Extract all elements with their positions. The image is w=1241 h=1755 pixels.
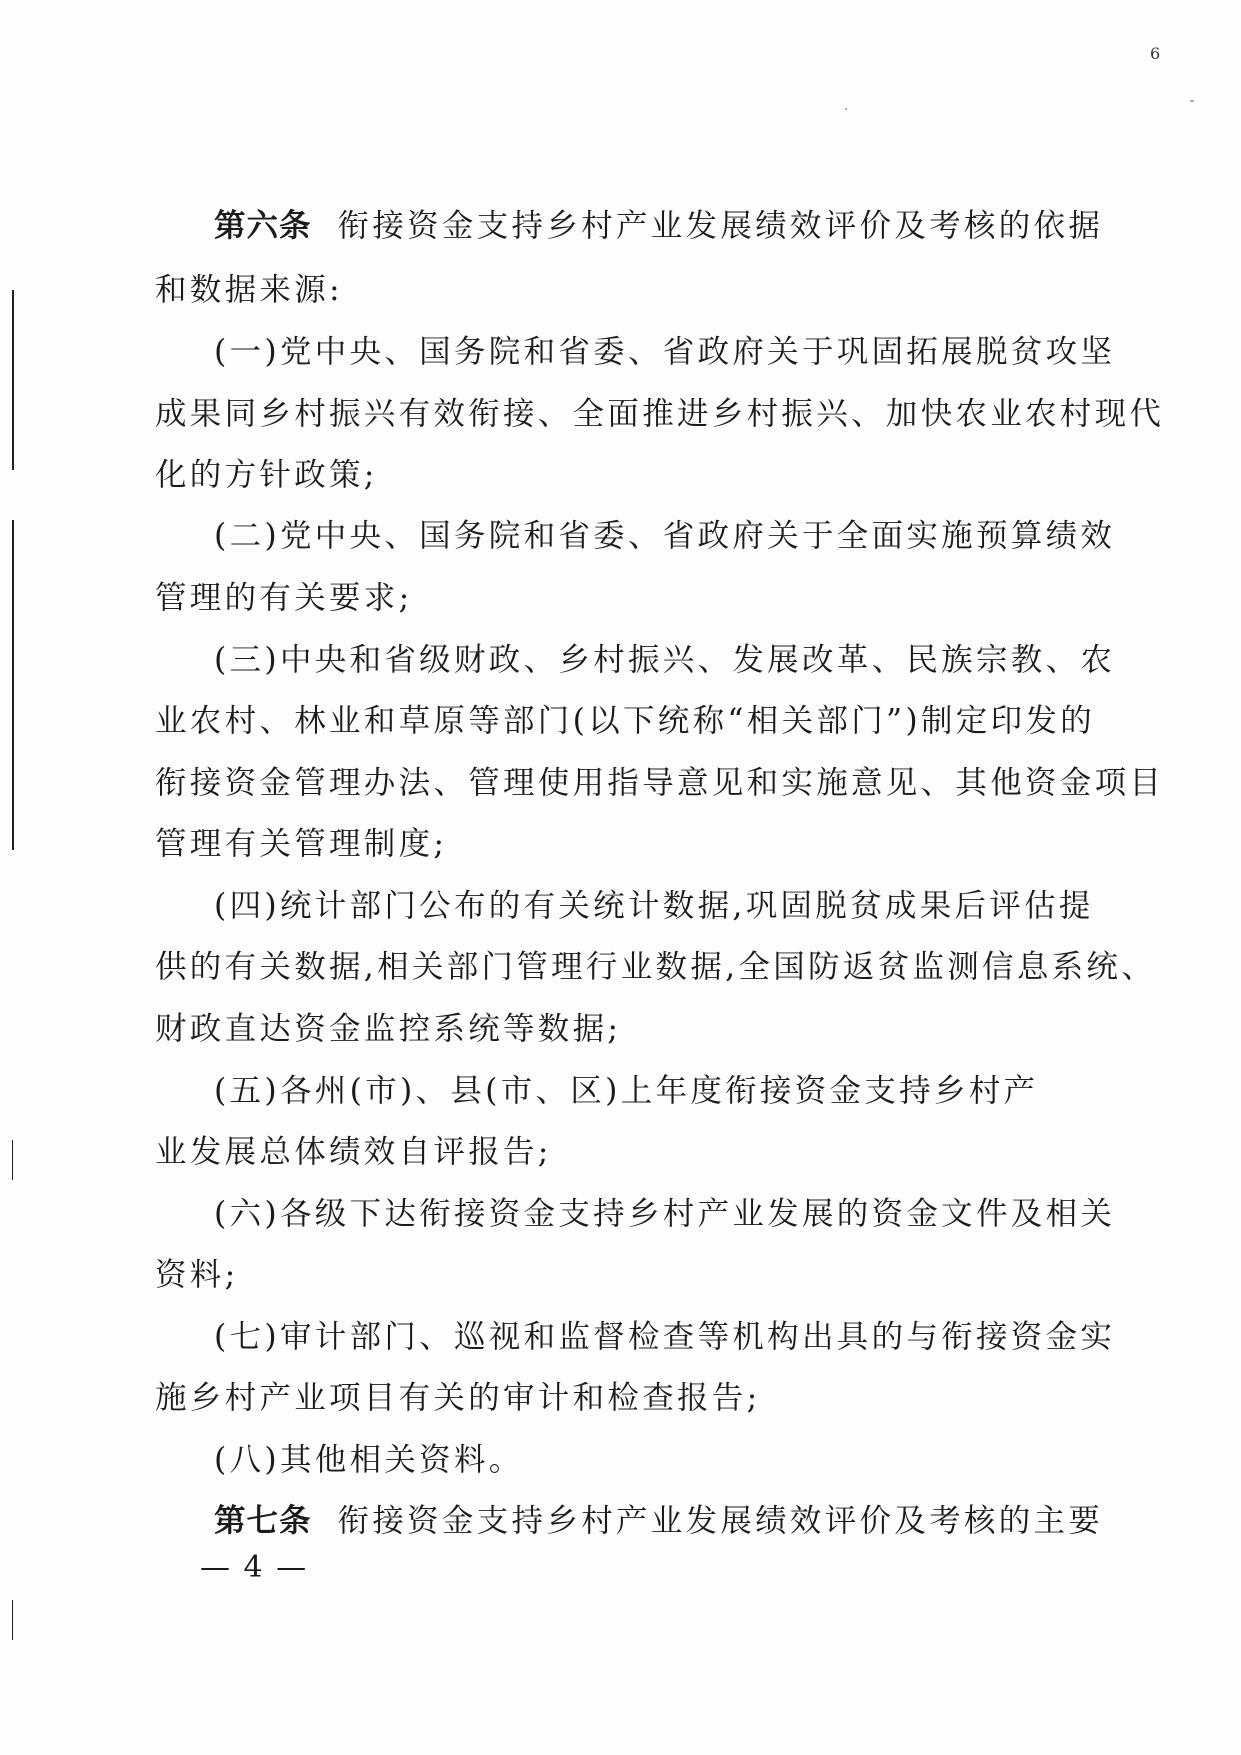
item-7-line-2: 施乡村产业项目有关的审计和检查报告; [155, 1380, 761, 1416]
item-5-line-1: (五)各州(市)、县(市、区)上年度衔接资金支持乡村产 [214, 1073, 1039, 1109]
article-7-heading: 第七条 [214, 1503, 312, 1539]
binding-edge [12, 290, 14, 470]
item-1-line-2: 成果同乡村振兴有效衔接、全面推进乡村振兴、加快农业农村现代 [155, 396, 1165, 432]
item-6-line-1: (六)各级下达衔接资金支持乡村产业发展的资金文件及相关 [214, 1196, 1116, 1232]
item-3-line-3: 衔接资金管理办法、管理使用指导意见和实施意见、其他资金项目 [155, 765, 1165, 801]
article-7-first-line [214, 1501, 1103, 1541]
article-6-second-line: 和数据来源: [155, 272, 343, 308]
article-6-intro: 衔接资金支持乡村产业发展绩效评价及考核的依据 [337, 208, 1104, 244]
page-number: — 4 — [200, 1550, 309, 1585]
item-4-line-1: (四)统计部门公布的有关统计数据,巩固脱贫成果后评估提 [214, 888, 1094, 924]
binding-edge [12, 1140, 13, 1180]
item-2-line-2: 管理的有关要求; [155, 580, 413, 616]
item-6-line-2: 资料; [155, 1257, 239, 1293]
scan-speck [845, 108, 847, 110]
article-6-first-line [214, 206, 1103, 246]
item-1-line-1: (一)党中央、国务院和省委、省政府关于巩固拓展脱贫攻坚 [214, 334, 1116, 370]
item-4-line-3: 财政直达资金监控系统等数据; [155, 1011, 622, 1047]
article-6-heading: 第六条 [214, 208, 312, 244]
item-3-line-4: 管理有关管理制度; [155, 826, 448, 862]
item-8-line-1: (八)其他相关资料。 [214, 1442, 524, 1478]
item-5-line-2: 业发展总体绩效自评报告; [155, 1134, 552, 1170]
item-1-line-3: 化的方针政策; [155, 457, 378, 493]
scan-speck [1190, 100, 1194, 102]
binding-edge [12, 1600, 13, 1640]
item-3-line-1: (三)中央和省级财政、乡村振兴、发展改革、民族宗教、农 [214, 642, 1116, 678]
item-2-line-1: (二)党中央、国务院和省委、省政府关于全面实施预算绩效 [214, 518, 1116, 554]
item-3-line-2: 业农村、林业和草原等部门(以下统称“相关部门”)制定印发的 [155, 703, 1095, 739]
item-4-line-2: 供的有关数据,相关部门管理行业数据,全国防返贫监测信息系统、 [155, 949, 1157, 985]
article-7-intro: 衔接资金支持乡村产业发展绩效评价及考核的主要 [337, 1503, 1104, 1539]
item-7-line-1: (七)审计部门、巡视和监督检查等机构出具的与衔接资金实 [214, 1319, 1116, 1355]
binding-edge [12, 520, 14, 850]
corner-mark: 6 [1150, 44, 1161, 63]
